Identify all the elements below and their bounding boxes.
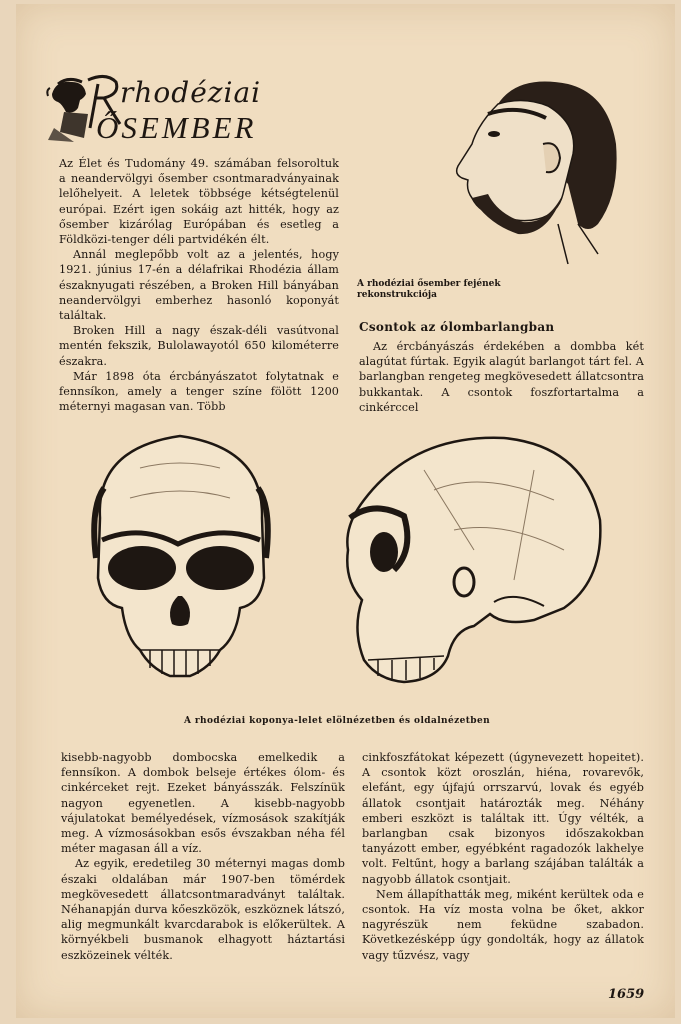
title-initial-flourish (76, 72, 126, 136)
intro-paragraph-3: Broken Hill a nagy észak-déli vasútvonal mentén fekszik, Bulolawayotól 650 kilométerre északra. (59, 324, 339, 368)
bottom-left-paragraph-2: Az egyik, eredetileg 30 méternyi magas domb északi oldalában már 1907-ben tömérdek megkövesedett állatcsontmaradványt találtak. Néhanapján durva kőeszközök, eszköznek látszó, alig megmunkált kvarcdarabok is előkerültek. A környékbeli busmanok elhagyott háztartási eszközeinek vélték. (61, 857, 345, 962)
page-number: 1659 (608, 987, 645, 1002)
right-upper-paragraph-1: Az ércbányászás érdekében a dombba két alagútat fúrtak. Egyik alagút barlangot tárt fel. A barlangban rengeteg megkövesedett állatcsontra bukkantak. A csontok foszfortartalma a cinkérccel (359, 340, 644, 414)
right-upper-column (359, 339, 644, 415)
section-subheading: Csontok az ólombarlangban (359, 320, 555, 334)
intro-paragraph-4: Már 1898 óta ércbányászatot folytatnak e fennsíkon, amely a tenger színe fölött 1200 méternyi magasan van. Több (59, 369, 339, 414)
bottom-right-paragraph-2: Nem állapíthatták meg, miként kerültek oda e csontok. Ha víz mosta volna be őket, akkor nagyrészük nem feküdne szabadon. Következésképp úgy gondolták, hogy az állatok vagy tűzvész, vagy (362, 887, 644, 962)
magazine-page (16, 4, 675, 1018)
portrait-caption: A rhodéziai ősember fejének rekonstrukciója (357, 279, 501, 300)
intro-paragraph-2: Annál meglepőbb volt az a jelentés, hogy 1921. június 17-én a délafrikai Rhodézia állam északnyugati részében, a Broken Hill bányában neandervölgyi emberhez hasonló koponyát találtak. (59, 248, 339, 323)
intro-paragraph-1: Az Élet és Tudomány 49. számában felsoroltuk a neandervölgyi ősember csontmaradványainak lelőhelyeit. A leletek többsége kétségtelenül európai. Ezért igen sokáig azt hitték, hogy az ősember kizárólag Európában és esetleg a Földközi-tenger déli partvidékén élt. (59, 157, 339, 247)
skull-caption: A rhodéziai koponya-lelet elölnézetben és oldalnézetben (184, 716, 491, 726)
bottom-right-column (362, 750, 644, 963)
skull-side-illustration (334, 430, 610, 692)
bottom-left-paragraph-1: kisebb-nagyobb dombocska emelkedik a fennsíkon. A dombok belseje értékes ólom- és cinkérceket rejt. Ezeket bányásszák. Felszínük nagyon egyenetlen. A kisebb-nagyobb vájulatokat bemélyedések, vízmosások szakítják meg. A vízmosásokban esős évszakban néha fél méter magasan áll a víz. (61, 751, 345, 856)
article-title-part2: ŐSEMBER (96, 110, 257, 145)
article-title-part1: rhodéziai (120, 76, 262, 109)
neanderthal-portrait (428, 74, 628, 274)
bottom-right-paragraph-1: cinkfoszfátokat képezett (úgynevezett hopeitet). A csontok közt oroszlán, hiéna, rovarevők, elefánt, egy újfajú orrszarvú, lovak és egyéb állatok csontjait határozták meg. Néhány emberi eszközt is találtak itt. Úgy vélték, a barlangban csak bizonyos időszakokban tanyázott ember, egyébként ragadozók lakhelye volt. Feltűnt, hogy a barlang szájában találták a nagyobb állatok csontjait. (362, 751, 644, 886)
skull-front-illustration (80, 428, 284, 690)
bottom-left-column (61, 750, 345, 963)
intro-column (59, 156, 339, 414)
